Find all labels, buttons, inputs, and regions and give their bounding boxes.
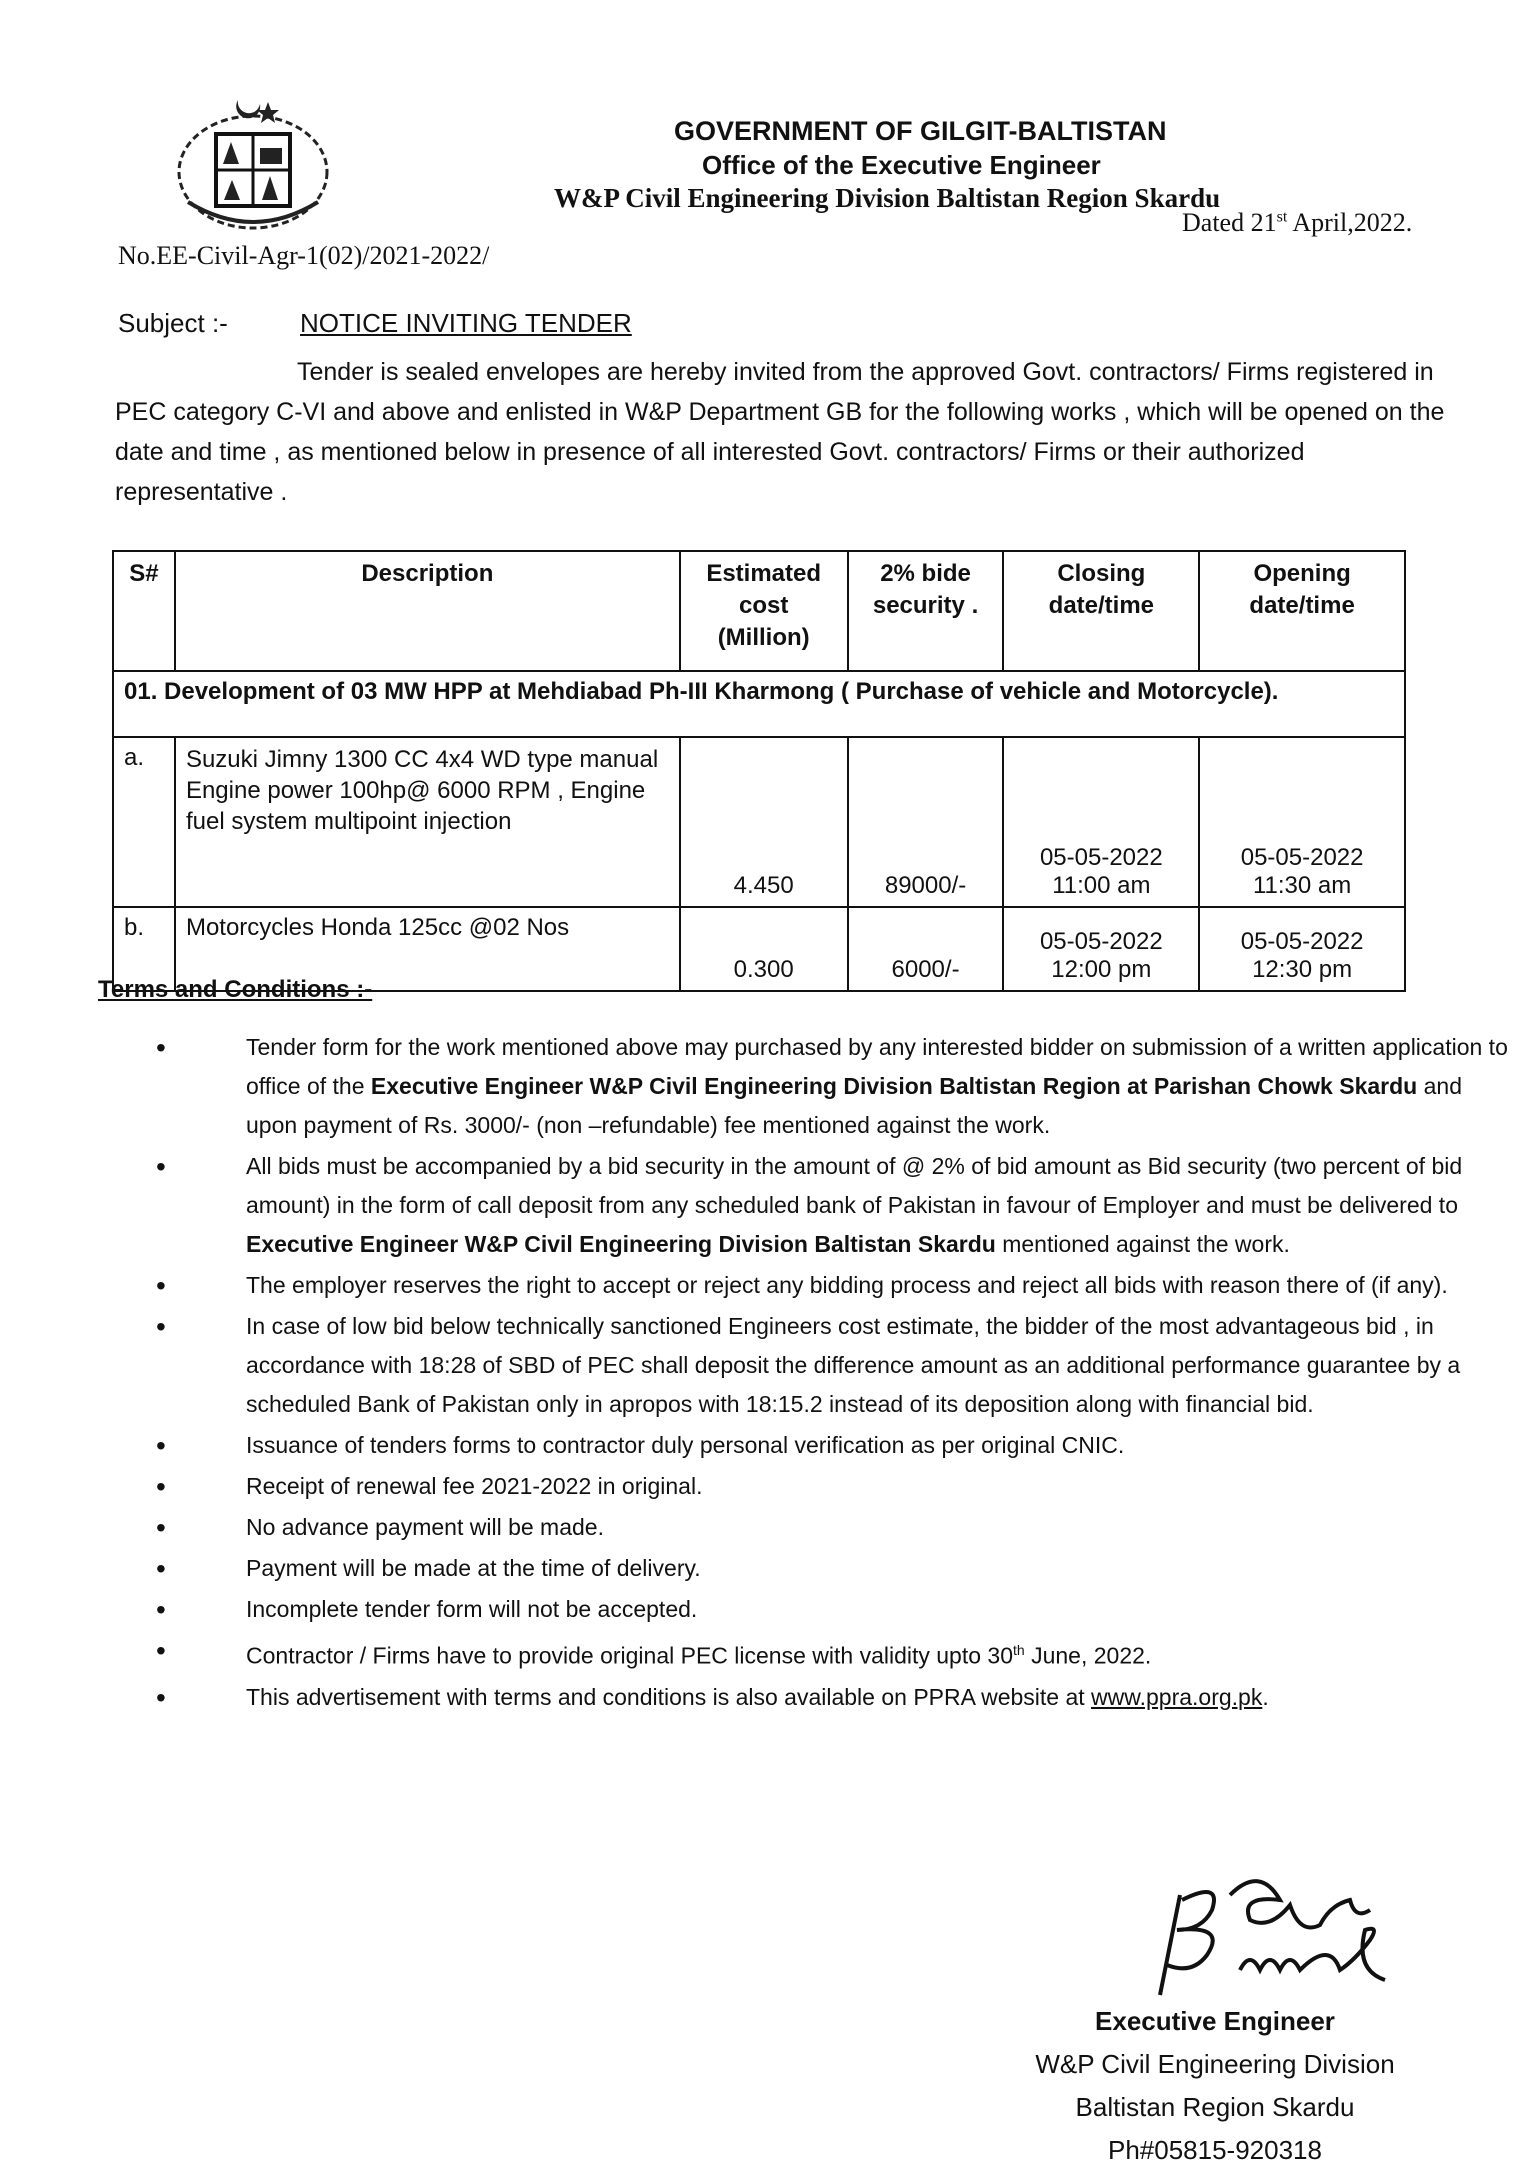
bullet-icon: • — [156, 1553, 166, 1584]
bullet-icon: • — [156, 1032, 166, 1063]
row-sno: a. — [113, 737, 175, 907]
row-security: 6000/- — [848, 907, 1004, 991]
list-item: • Tender form for the work mentioned above may purchased by any interested bidder on submission of a written application to office of the Executive Engineer W&P Civil Engineering Division Baltistan Region at Parishan Chowk Skardu and upon payment of Rs. 3000/- (non –refundable) fee mentioned against the work. — [150, 1028, 1510, 1145]
terms-heading: Terms and Conditions :- — [98, 976, 373, 1003]
table-row — [113, 737, 1405, 907]
row-closing — [1003, 737, 1199, 907]
closing-time: 12:00 pm — [1051, 956, 1152, 983]
col-header-closing: Closing date/time — [1003, 551, 1199, 671]
list-item: • The employer reserves the right to accept or reject any bidding process and reject all bids with reason there of (if any). — [150, 1266, 1510, 1305]
government-emblem-icon — [168, 92, 338, 237]
list-item: • Incomplete tender form will not be accepted. — [150, 1590, 1510, 1629]
reference-number: No.EE-Civil-Agr-1(02)/2021-2022/ — [118, 241, 490, 270]
col-header-estimated-cost: Estimated cost (Million) — [680, 551, 848, 671]
col-header-bid-security: 2% bide security . — [848, 551, 1004, 671]
group-title: 01. Development of 03 MW HPP at Mehdiabad Ph-III Kharmong ( Purchase of vehicle and Motorcycle). — [113, 671, 1405, 737]
terms-list — [150, 1028, 1510, 1719]
bullet-icon: • — [156, 1512, 166, 1543]
signatory-region: Baltistan Region Skardu — [1075, 2092, 1355, 2122]
signatory-division: W&P Civil Engineering Division — [1035, 2049, 1395, 2079]
government-title: GOVERNMENT OF GILGIT-BALTISTAN — [674, 116, 1167, 146]
office-title: Office of the Executive Engineer — [702, 150, 1101, 180]
opening-date: 05-05-2022 — [1240, 928, 1364, 955]
bullet-icon: • — [156, 1151, 166, 1182]
col-header-sno: S# — [113, 551, 175, 671]
signatory-title: Executive Engineer — [1095, 2006, 1335, 2036]
row-opening — [1199, 737, 1405, 907]
list-item: • Receipt of renewal fee 2021-2022 in original. — [150, 1467, 1510, 1506]
bullet-icon: • — [156, 1681, 166, 1713]
signatory-phone: Ph#05815-920318 — [1108, 2135, 1322, 2165]
list-item: • Contractor / Firms have to provide original PEC license with validity upto 30th June, 2022. — [150, 1631, 1510, 1676]
group-row — [113, 671, 1405, 737]
row-opening — [1199, 907, 1405, 991]
bullet-icon: • — [156, 1270, 166, 1301]
list-item: • In case of low bid below technically sanctioned Engineers cost estimate, the bidder of the most advantageous bid , in accordance with 18:28 of SBD of PEC shall deposit the difference amount as an additional performance guarantee by a scheduled Bank of Pakistan only in apropos with 18:15.2 instead of its deposition along with financial bid. — [150, 1307, 1510, 1424]
col-header-description: Description — [175, 551, 680, 671]
tender-table — [112, 550, 1406, 992]
list-item: • This advertisement with terms and conditions is also available on PPRA website at www.ppra.org.pk. — [150, 1678, 1510, 1717]
opening-time: 12:30 pm — [1252, 956, 1353, 983]
row-closing — [1003, 907, 1199, 991]
intro-paragraph: Tender is sealed envelopes are hereby invited from the approved Govt. contractors/ Firms registered in PEC category C-VI and above and enlisted in W&P Department GB for the following works , which will be opened on the date and time , as mentioned below in presence of all interested Govt. contractors/ Firms or their authorized representative . — [115, 358, 1445, 506]
closing-date: 05-05-2022 — [1039, 844, 1163, 871]
ppra-website-link[interactable]: www.ppra.org.pk — [1091, 1683, 1263, 1710]
signature-block — [990, 2000, 1440, 2172]
bullet-icon: • — [156, 1311, 166, 1342]
table-header-row — [113, 551, 1405, 671]
list-item: • Payment will be made at the time of delivery. — [150, 1549, 1510, 1588]
list-item: • Issuance of tenders forms to contractor duly personal verification as per original CNIC. — [150, 1426, 1510, 1465]
subject-text: NOTICE INVITING TENDER — [300, 308, 632, 338]
closing-date: 05-05-2022 — [1039, 928, 1163, 955]
bullet-icon: • — [156, 1471, 166, 1502]
row-security: 89000/- — [848, 737, 1004, 907]
subject-label: Subject :- — [118, 308, 228, 338]
col-header-opening: Opening date/time — [1199, 551, 1405, 671]
signature-scribble-icon — [1120, 1855, 1450, 2005]
bullet-icon: • — [156, 1635, 166, 1666]
list-item: • No advance payment will be made. — [150, 1508, 1510, 1547]
list-item: • All bids must be accompanied by a bid security in the amount of @ 2% of bid amount as Bid security (two percent of bid amount) in the form of call deposit from any scheduled bank of Pakistan in favour of Employer and must be delivered to Executive Engineer W&P Civil Engineering Division Baltistan Skardu mentioned against the work. — [150, 1147, 1510, 1264]
closing-time: 11:00 am — [1052, 872, 1151, 899]
opening-time: 11:30 am — [1252, 872, 1352, 899]
row-cost: 0.300 — [680, 907, 848, 991]
opening-date: 05-05-2022 — [1240, 844, 1364, 871]
document-date: Dated 21st April,2022. — [1182, 208, 1413, 237]
division-title: W&P Civil Engineering Division Baltistan Region Skardu — [554, 183, 1221, 213]
row-description: Motorcycles Honda 125cc @02 Nos — [175, 907, 680, 991]
row-sno: b. — [113, 907, 175, 991]
bullet-icon: • — [156, 1594, 166, 1625]
row-description: Suzuki Jimny 1300 CC 4x4 WD type manual Engine power 100hp@ 6000 RPM , Engine fuel system multipoint injection — [175, 737, 680, 907]
row-cost: 4.450 — [680, 737, 848, 907]
bullet-icon: • — [156, 1430, 166, 1461]
